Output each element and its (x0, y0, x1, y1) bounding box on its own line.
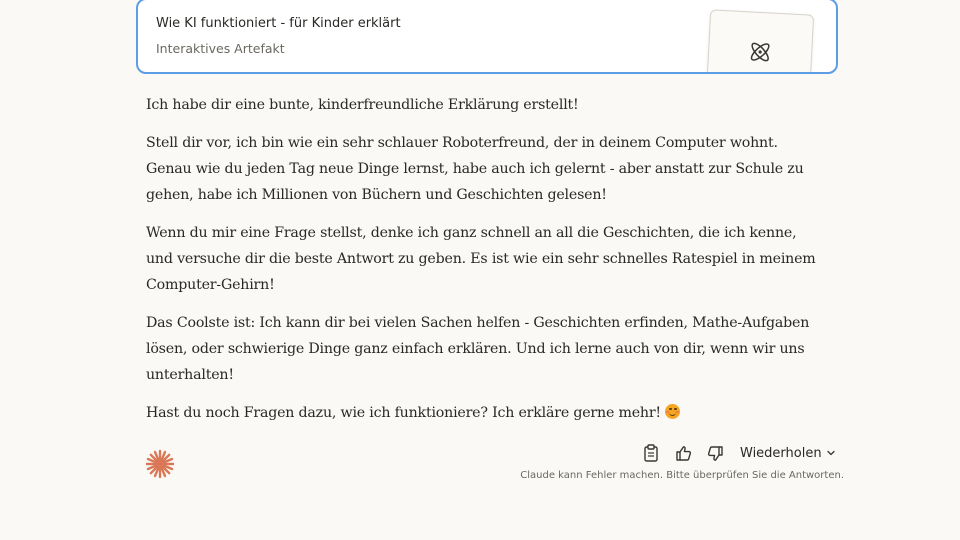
artifact-subtitle: Interaktives Artefakt (156, 41, 285, 56)
clipboard-icon[interactable] (640, 442, 662, 464)
thumbs-up-icon[interactable] (672, 442, 694, 464)
claude-spark-logo-icon (144, 448, 176, 484)
assistant-message (146, 92, 816, 438)
artifact-card[interactable] (136, 0, 838, 74)
message-paragraph: Wenn du mir eine Frage stellst, denke ich ganz schnell an all die Geschichten, die ich kenne, und versuche dir die beste Antwort zu geben. Es ist wie ein sehr schnelles Ratespiel in meinem Computer-Gehirn! (146, 225, 816, 293)
message-paragraph: Das Coolste ist: Ich kann dir bei vielen Sachen helfen - Geschichten erfinden, Mathe-Aufgaben lösen, oder schwierige Dinge ganz einfach erklären. Und ich lerne auch von dir, wenn wir uns unterhalten! (146, 315, 810, 383)
thumbs-down-icon[interactable] (704, 442, 726, 464)
message-paragraph-text: Hast du noch Fragen dazu, wie ich funktioniere? Ich erkläre gerne mehr! (146, 405, 661, 421)
atom-icon (746, 38, 773, 65)
retry-label: Wiederholen (740, 445, 822, 461)
artifact-thumbnail (706, 9, 814, 74)
disclaimer-text: Claude kann Fehler machen. Bitte überprüfen Sie die Antworten. (520, 470, 844, 481)
smiling-face-icon (665, 404, 680, 419)
chevron-down-icon (826, 448, 836, 458)
message-paragraph: Ich habe dir eine bunte, kinderfreundliche Erklärung erstellt! (146, 97, 579, 113)
message-paragraph-last (146, 400, 816, 426)
retry-button[interactable] (740, 446, 836, 461)
artifact-title: Wie KI funktioniert - für Kinder erklärt (156, 16, 401, 31)
message-paragraph: Stell dir vor, ich bin wie ein sehr schlauer Roboterfreund, der in deinem Computer wohnt. Genau wie du jeden Tag neue Dinge lernst, habe auch ich gelernt - aber anstatt zur Schule zu gehen, habe ich Millionen von Büchern und Geschichten gelesen! (146, 135, 804, 203)
message-actions (640, 442, 836, 464)
